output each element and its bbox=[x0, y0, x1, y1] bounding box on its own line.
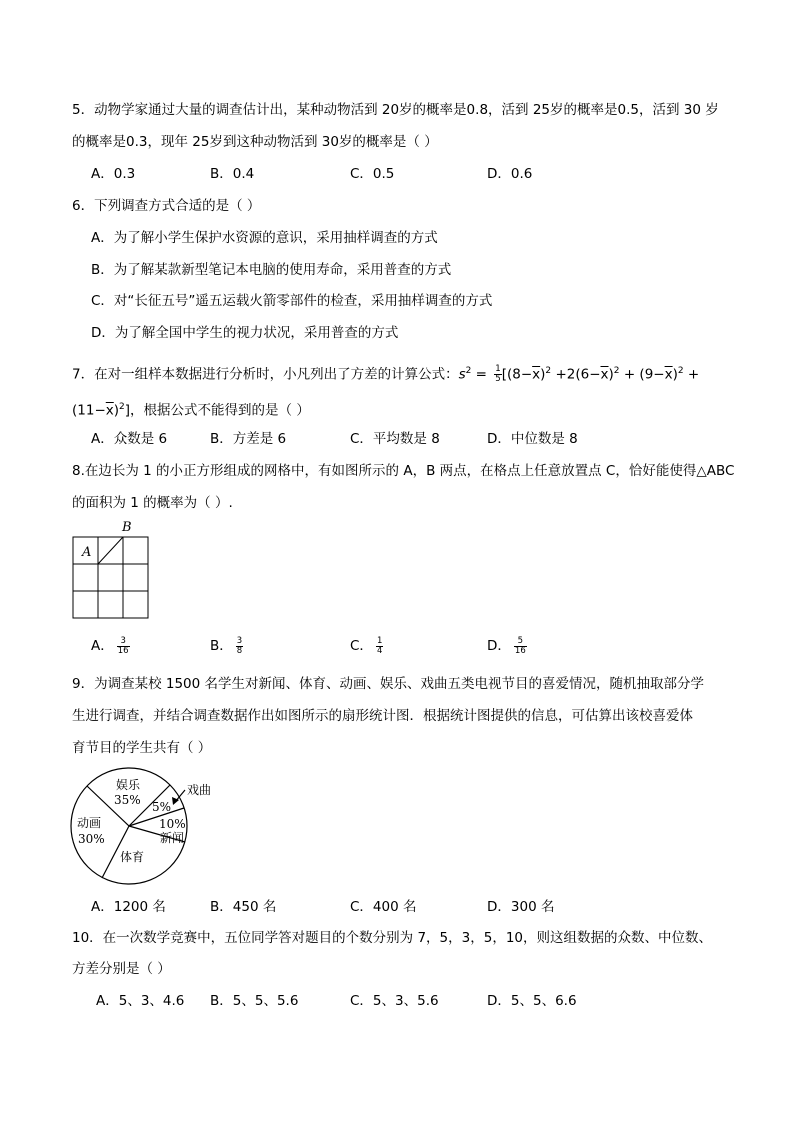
q7-stem-line2 bbox=[72, 397, 310, 421]
q7-f3: +2(6− bbox=[551, 366, 601, 383]
q5-option-a: A．0.3 bbox=[91, 166, 136, 182]
q7-xbar-2: $\overline{x}$ bbox=[600, 366, 609, 383]
pie-pct-xiqu: 5% bbox=[152, 800, 172, 814]
q6-stem: 6．下列调查方式合适的是（ ） bbox=[72, 198, 261, 214]
q9-stem-line3: 育节目的学生共有（ ） bbox=[72, 740, 212, 756]
q8-option-d-num: 5 bbox=[514, 637, 527, 647]
q8-option-c-den: 4 bbox=[376, 645, 383, 656]
q9-pie-chart bbox=[64, 766, 224, 886]
q7-f7: + bbox=[683, 366, 700, 383]
q7-s-exp: 2 bbox=[465, 366, 472, 376]
q8-option-c-letter: C． bbox=[350, 638, 373, 654]
q7-line2-a: (11− bbox=[72, 402, 106, 419]
q5-stem-line1: 5．动物学家通过大量的调查估计出，某种动物活到 20岁的概率是0.8，活到 25岁的概率是0.5，活到 30 岁 bbox=[72, 102, 719, 118]
q8-option-b-letter: B． bbox=[210, 638, 233, 654]
q8-option-a-letter: A． bbox=[91, 638, 114, 654]
q9-option-b: B．450 名 bbox=[210, 899, 277, 915]
q10-stem-line1: 10．在一次数学竞赛中，五位同学答对题目的个数分别为 7，5，3，5，10，则这组数据的众数、中位数、 bbox=[72, 930, 713, 946]
q10-stem-line2: 方差分别是（ ） bbox=[72, 961, 171, 977]
q7-line2-b: ) bbox=[113, 402, 120, 419]
q7-exp-1: 2 bbox=[545, 366, 552, 376]
q9-option-a: A．1200 名 bbox=[91, 899, 166, 915]
q10-option-d: D．5、5、6.6 bbox=[487, 993, 577, 1009]
q8-stem-line2: 的面积为 1 的概率为（ ）. bbox=[72, 495, 233, 511]
q9-option-d: D．300 名 bbox=[487, 899, 555, 915]
q9-stem-line1: 9．为调查某校 1500 名学生对新闻、体育、动画、娱乐、戏曲五类电视节目的喜爱情况，随机抽取部分学 bbox=[72, 676, 705, 692]
q7-exp-2: 2 bbox=[613, 366, 620, 376]
pie-label-yule: 娱乐 bbox=[116, 778, 141, 792]
q6-option-b: B．为了解某款新型笔记本电脑的使用寿命，采用普查的方式 bbox=[91, 262, 452, 278]
q5-option-d: D．0.6 bbox=[487, 166, 533, 182]
q7-f4: ) bbox=[608, 366, 614, 383]
q10-option-a: A．5、3、4.6 bbox=[96, 993, 185, 1009]
q8-option-c-fraction bbox=[376, 637, 383, 656]
q7-line2-c: ]，根据公式不能得到的是（ ） bbox=[124, 402, 310, 419]
q6-option-d: D．为了解全国中学生的视力状况，采用普查的方式 bbox=[91, 325, 399, 341]
q7-exp-3: 2 bbox=[677, 366, 684, 376]
q8-option-c bbox=[350, 636, 383, 656]
q8-option-d-letter: D． bbox=[487, 638, 511, 654]
q7-stem-prefix: 7．在对一组样本数据进行分析时，小凡列出了方差的计算公式： bbox=[72, 366, 459, 383]
pie-pct-donghua: 30% bbox=[78, 832, 105, 846]
q8-label-a: A bbox=[82, 545, 92, 560]
pie-pct-yule: 35% bbox=[114, 793, 141, 807]
q8-option-d-den: 16 bbox=[514, 645, 526, 656]
q7-s: s bbox=[458, 366, 466, 383]
q7-xbar-4: $\overline{x}$ bbox=[105, 402, 114, 419]
q7-option-b: B．方差是 6 bbox=[210, 431, 287, 447]
q7-f1: [(8− bbox=[501, 366, 533, 383]
q5-option-c: C．0.5 bbox=[350, 166, 395, 182]
q10-option-b: B．5、5、5.6 bbox=[210, 993, 299, 1009]
pie-pct-xinwen: 10% bbox=[159, 817, 186, 831]
q7-option-a: A．众数是 6 bbox=[91, 431, 168, 447]
q7-f5: + (9− bbox=[619, 366, 665, 383]
q10-option-c: C．5、3、5.6 bbox=[350, 993, 439, 1009]
pie-label-donghua: 动画 bbox=[77, 816, 102, 830]
q7-coef-fraction bbox=[494, 365, 501, 384]
q7-xbar-3: $\overline{x}$ bbox=[664, 366, 673, 383]
q5-stem-line2: 的概率是0.3，现年 25岁到这种动物活到 30岁的概率是（ ） bbox=[72, 134, 438, 150]
q7-option-c: C．平均数是 8 bbox=[350, 431, 440, 447]
q8-option-b-den: 8 bbox=[236, 645, 243, 656]
q8-option-b bbox=[210, 636, 243, 656]
q9-option-c: C．400 名 bbox=[350, 899, 417, 915]
pie-label-xinwen: 新闻 bbox=[160, 831, 185, 845]
q9-stem-line2: 生进行调查，并结合调查数据作出如图所示的扇形统计图．根据统计图提供的信息，可估算出该校喜爱体 bbox=[72, 708, 693, 724]
q5-option-b: B．0.4 bbox=[210, 166, 255, 182]
q8-option-b-num: 3 bbox=[236, 635, 243, 646]
q8-label-b: B bbox=[122, 520, 132, 535]
q7-eq: = bbox=[471, 366, 492, 383]
q7-coef-den: 5 bbox=[495, 374, 501, 384]
q8-segment-ab bbox=[98, 537, 123, 564]
q8-option-b-fraction bbox=[236, 637, 243, 656]
q7-exp-4: 2 bbox=[119, 402, 125, 412]
q8-grid-figure bbox=[70, 518, 152, 622]
q7-f2: ) bbox=[540, 366, 546, 383]
q8-option-a-fraction bbox=[117, 637, 130, 656]
q7-stem-line1 bbox=[72, 361, 699, 385]
q8-option-a-num: 3 bbox=[117, 637, 130, 647]
q7-option-d: D．中位数是 8 bbox=[487, 431, 578, 447]
q7-coef-num: 1 bbox=[495, 364, 501, 374]
q6-option-c: C．对“长征五号”遥五运载火箭零部件的检查，采用抽样调查的方式 bbox=[91, 293, 493, 309]
q7-xbar-1: $\overline{x}$ bbox=[532, 366, 541, 383]
q7-f6: ) bbox=[672, 366, 678, 383]
q6-option-a: A．为了解小学生保护水资源的意识，采用抽样调查的方式 bbox=[91, 230, 438, 246]
pie-label-xiqu: 戏曲 bbox=[187, 783, 212, 797]
q8-stem-line1: 8.在边长为 1 的小正方形组成的网格中，有如图所示的 A，B 两点，在格点上任意放置点 C，恰好能使得△ABC bbox=[72, 463, 735, 479]
q8-option-d bbox=[487, 636, 527, 656]
q8-option-d-fraction bbox=[514, 637, 527, 656]
pie-label-tiyu: 体育 bbox=[120, 850, 145, 864]
q8-option-a bbox=[91, 636, 130, 656]
q8-option-a-den: 16 bbox=[117, 645, 129, 656]
q8-option-c-num: 1 bbox=[376, 635, 383, 646]
